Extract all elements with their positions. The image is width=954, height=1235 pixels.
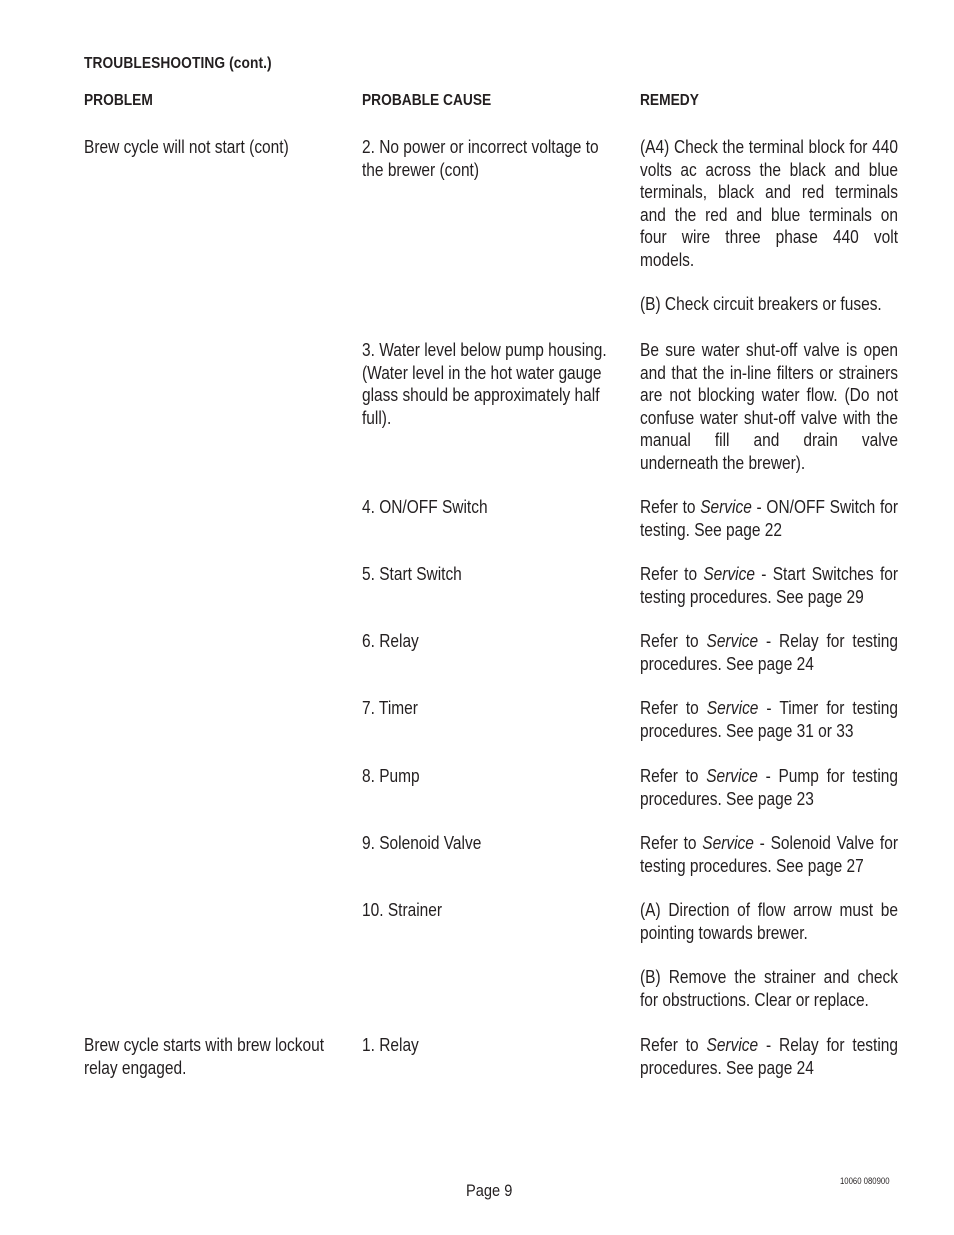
remedy-cell: (A4) Check the terminal block for 440 volts ac across the black and blue terminals, black and red terminals and the red and blue terminals on four wire three phase 440 volt models. xyxy=(640,137,898,270)
service-reference: Service xyxy=(700,497,752,517)
cause-cell: 6. Relay xyxy=(362,631,419,651)
header-probable-cause: PROBABLE CAUSE xyxy=(362,92,492,109)
remedy-cell: (B) Check circuit breakers or fuses. xyxy=(640,294,882,314)
service-reference: Service xyxy=(703,564,755,584)
service-reference: Service xyxy=(706,698,759,718)
remedy-cell: Refer to Service - ON/OFF Switch for testing. See page 22 xyxy=(640,497,899,540)
header-problem: PROBLEM xyxy=(84,92,153,109)
page-number: Page 9 xyxy=(466,1181,513,1200)
service-reference: Service xyxy=(706,631,759,651)
cause-cell: 4. ON/OFF Switch xyxy=(362,497,488,517)
cause-cell: 9. Solenoid Valve xyxy=(362,833,482,853)
cause-cell: 2. No power or incorrect voltage to the brewer (cont) xyxy=(362,137,599,180)
cause-cell: 3. Water level below pump housing. (Water level in the hot water gauge glass should be approximately half full). xyxy=(362,340,607,428)
service-reference: Service xyxy=(706,1035,759,1055)
cause-cell: 8. Pump xyxy=(362,766,420,786)
section-title: TROUBLESHOOTING (cont.) xyxy=(84,55,272,72)
remedy-cell: Refer to Service - Relay for testing procedures. See page 24 xyxy=(640,1035,898,1078)
problem-cell: Brew cycle will not start (cont) xyxy=(84,137,289,157)
service-reference: Service xyxy=(706,766,758,786)
remedy-cell: Refer to Service - Relay for testing procedures. See page 24 xyxy=(640,631,898,674)
service-reference: Service xyxy=(702,833,754,853)
remedy-cell: (A) Direction of flow arrow must be pointing towards brewer. xyxy=(640,900,898,943)
cause-cell: 10. Strainer xyxy=(362,900,443,920)
remedy-cell: Refer to Service - Timer for testing procedures. See page 31 or 33 xyxy=(640,698,899,741)
cause-cell: 1. Relay xyxy=(362,1035,419,1055)
problem-cell: Brew cycle starts with brew lockout relay engaged. xyxy=(84,1035,325,1078)
remedy-cell: Refer to Service - Start Switches for testing procedures. See page 29 xyxy=(640,564,899,607)
remedy-cell: Refer to Service - Pump for testing procedures. See page 23 xyxy=(640,766,899,809)
cause-cell: 7. Timer xyxy=(362,698,418,718)
document-code: 10060 080900 xyxy=(840,1176,890,1186)
remedy-cell: Refer to Service - Solenoid Valve for testing procedures. See page 27 xyxy=(640,833,898,876)
header-remedy: REMEDY xyxy=(640,92,699,109)
cause-cell: 5. Start Switch xyxy=(362,564,462,584)
remedy-cell: Be sure water shut-off valve is open and that the in-line filters or strainers are not blocking water flow. (Do not confuse water shut-off valve with the manual fill and drain valve underneath the brewer). xyxy=(640,340,898,473)
remedy-cell: (B) Remove the strainer and check for obstructions. Clear or replace. xyxy=(640,967,898,1010)
